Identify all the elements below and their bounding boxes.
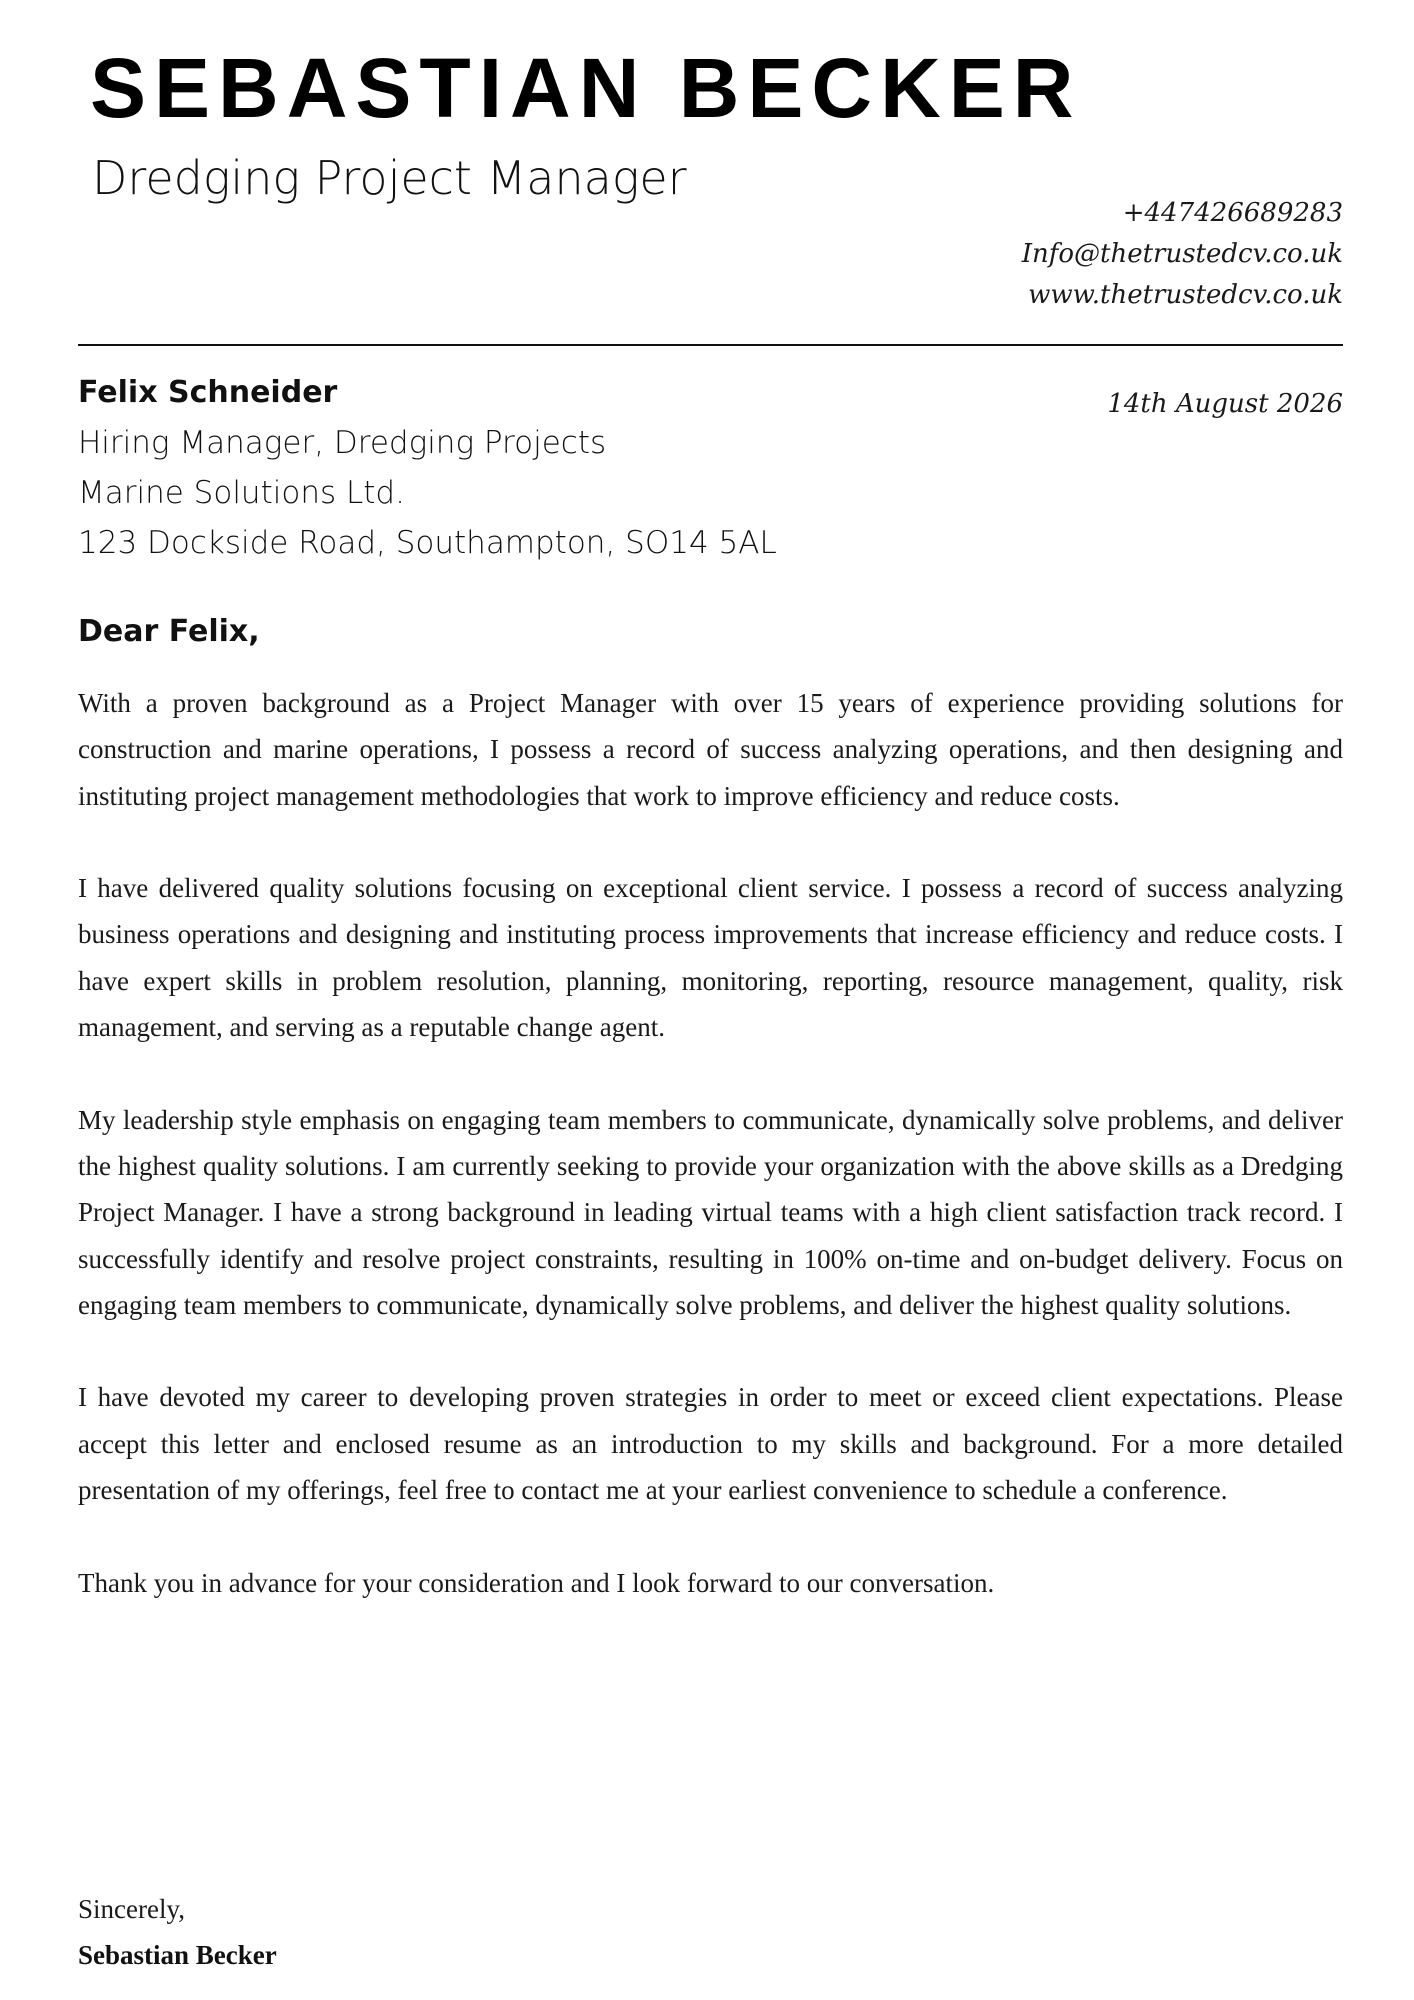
contact-phone: +447426689283 — [1122, 198, 1343, 228]
contact-email: Info@thetrustedcv.co.uk — [1021, 239, 1343, 269]
recipient-title: Hiring Manager, Dredging Projects — [78, 425, 607, 461]
sender-name: SEBASTIAN BECKER — [90, 41, 1082, 135]
contact-block — [1022, 193, 1343, 316]
recipient-block — [78, 368, 777, 568]
recipient-company: Marine Solutions Ltd. — [78, 475, 405, 511]
header-divider — [78, 344, 1343, 346]
contact-website: www.thetrustedcv.co.uk — [1028, 280, 1343, 310]
body-paragraph: I have delivered quality solutions focusing on exceptional client service. I possess a record of success analyzing business operations and designing and instituting process improvements that increase efficiency and reduce costs. I have expert skills in problem resolution, planning, monitoring, reporting, resource management, quality, risk management, and serving as a reputable change agent. — [78, 873, 1343, 1043]
salutation: Dear Felix, — [78, 614, 260, 649]
body-paragraph: With a proven background as a Project Manager with over 15 years of experience providing solutions for construction and marine operations, I possess a record of success analyzing operations, and then designing and instituting project management methodologies that work to improve efficiency and reduce costs. — [78, 688, 1343, 811]
valediction: Sincerely, — [78, 1894, 185, 1924]
body-paragraph: Thank you in advance for your consideration and I look forward to our conversation. — [78, 1567, 995, 1598]
recipient-address: 123 Dockside Road, Southampton, SO14 5AL — [78, 525, 777, 561]
recipient-name: Felix Schneider — [78, 375, 338, 410]
body-paragraph: I have devoted my career to developing proven strategies in order to meet or exceed client expectations. Please accept this letter and enclosed resume as an introduction to my skills and background. For a more detailed presentation of my offerings, feel free to contact me at your earliest convenience to schedule a conference. — [78, 1382, 1343, 1506]
letter-body — [78, 680, 1343, 1652]
closing-block — [78, 1886, 277, 1978]
letter-date: 14th August 2026 — [1107, 389, 1343, 419]
body-paragraph: My leadership style emphasis on engaging team members to communicate, dynamically solve problems, and deliver the highest quality solutions. I am currently seeking to provide your organization with the above skills as a Dredging Project Manager. I have a strong background in leading virtual teams with a high client satisfaction track record. I successfully identify and resolve project constraints, resulting in 100% on-time and on-budget delivery. Focus on engaging team members to communicate, dynamically solve problems, and deliver the highest quality solutions. — [78, 1104, 1343, 1320]
sender-job-title: Dredging Project Manager — [92, 151, 687, 205]
signature-name: Sebastian Becker — [78, 1940, 277, 1970]
